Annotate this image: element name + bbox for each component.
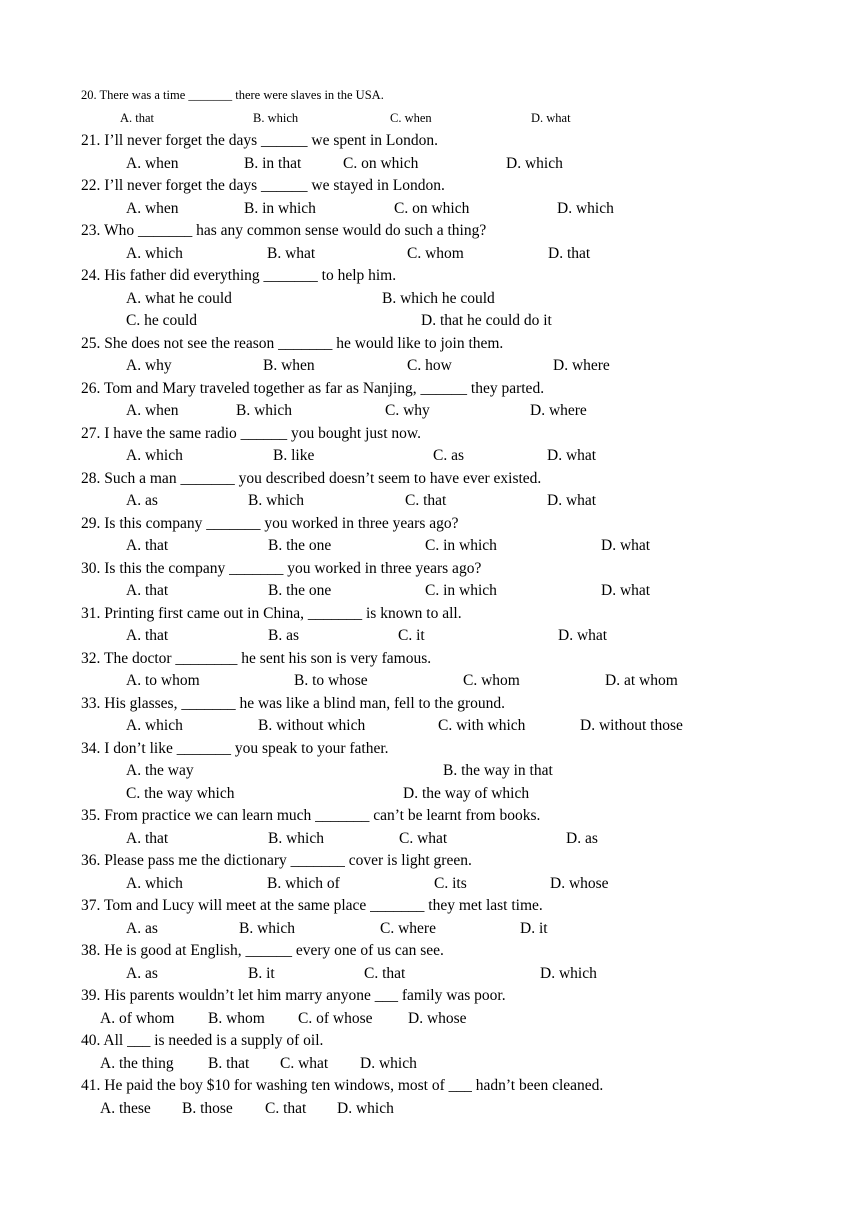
option-32-c: C. whom [463,672,520,689]
option-33-a: A. which [126,717,183,734]
option-26-a: A. when [126,402,179,419]
question-stem-41: 41. He paid the boy $10 for washing ten windows, most of ___ hadn’t been cleaned. [81,1077,604,1094]
question-stem-20: 20. There was a time _______ there were slaves in the USA. [81,88,384,102]
option-30-a: A. that [126,582,169,599]
option-27-c: C. as [433,447,464,464]
option-38-b: B. it [248,965,275,982]
question-stem-21: 21. I’ll never forget the days ______ we spent in London. [81,132,438,149]
option-37-b: B. which [239,920,295,937]
option-25-d: D. where [553,357,610,374]
option-22-d: D. which [557,200,614,217]
option-36-a: A. which [126,875,183,892]
option-24-d: D. that he could do it [421,312,552,329]
option-22-c: C. on which [394,200,470,217]
option-25-a: A. why [126,357,172,374]
option-39-d: D. whose [408,1010,467,1027]
question-stem-29: 29. Is this company _______ you worked in three years ago? [81,515,459,532]
question-stem-22: 22. I’ll never forget the days ______ we stayed in London. [81,177,445,194]
question-stem-31: 31. Printing first came out in China, _______ is known to all. [81,605,462,622]
option-21-b: B. in that [244,155,302,172]
option-26-b: B. which [236,402,292,419]
option-24-a: A. what he could [126,290,232,307]
option-41-d: D. which [337,1100,394,1117]
option-38-d: D. which [540,965,597,982]
option-36-d: D. whose [550,875,609,892]
option-23-d: D. that [548,245,591,262]
question-stem-36: 36. Please pass me the dictionary _______ cover is light green. [81,852,472,869]
option-23-b: B. what [267,245,316,262]
option-31-a: A. that [126,627,169,644]
option-29-b: B. the one [268,537,332,554]
option-35-d: D. as [566,830,598,847]
option-32-a: A. to whom [126,672,200,689]
option-36-b: B. which of [267,875,340,892]
option-23-c: C. whom [407,245,464,262]
question-stem-34: 34. I don’t like _______ you speak to your father. [81,740,389,757]
option-33-b: B. without which [258,717,366,734]
option-29-a: A. that [126,537,169,554]
option-34-b: B. the way in that [443,762,553,779]
option-25-c: C. how [407,357,452,374]
option-28-d: D. what [547,492,597,509]
option-35-b: B. which [268,830,324,847]
option-27-a: A. which [126,447,183,464]
option-41-c: C. that [265,1100,307,1117]
option-21-c: C. on which [343,155,419,172]
option-26-c: C. why [385,402,430,419]
option-20-d: D. what [531,111,571,125]
option-30-d: D. what [601,582,651,599]
option-33-d: D. without those [580,717,683,734]
question-stem-35: 35. From practice we can learn much _______ can’t be learnt from books. [81,807,541,824]
option-29-c: C. in which [425,537,497,554]
question-stem-33: 33. His glasses, _______ he was like a blind man, fell to the ground. [81,695,506,712]
question-stem-25: 25. She does not see the reason _______ he would like to join them. [81,335,504,352]
question-stem-24: 24. His father did everything _______ to help him. [81,267,397,284]
option-31-c: C. it [398,627,425,644]
option-29-d: D. what [601,537,651,554]
option-34-d: D. the way of which [403,785,530,802]
option-20-b: B. which [253,111,299,125]
option-35-a: A. that [126,830,169,847]
option-37-c: C. where [380,920,436,937]
question-stem-32: 32. The doctor ________ he sent his son is very famous. [81,650,432,667]
question-stem-38: 38. He is good at English, ______ every one of us can see. [81,942,444,959]
option-21-a: A. when [126,155,179,172]
option-37-a: A. as [126,920,158,937]
option-22-b: B. in which [244,200,316,217]
option-40-a: A. the thing [100,1055,174,1072]
question-stem-27: 27. I have the same radio ______ you bought just now. [81,425,421,442]
option-24-c: C. he could [126,312,198,329]
option-31-b: B. as [268,627,299,644]
question-stem-30: 30. Is this the company _______ you worked in three years ago? [81,560,482,577]
option-28-a: A. as [126,492,158,509]
option-36-c: C. its [434,875,467,892]
question-stem-28: 28. Such a man _______ you described doesn’t seem to have ever existed. [81,470,542,487]
option-41-a: A. these [100,1100,151,1117]
question-stem-37: 37. Tom and Lucy will meet at the same place _______ they met last time. [81,897,543,914]
option-38-c: C. that [364,965,406,982]
option-20-c: C. when [390,111,432,125]
option-28-c: C. that [405,492,447,509]
option-39-b: B. whom [208,1010,265,1027]
question-stem-40: 40. All ___ is needed is a supply of oil. [81,1032,324,1049]
option-33-c: C. with which [438,717,526,734]
question-stem-23: 23. Who _______ has any common sense would do such a thing? [81,222,487,239]
option-37-d: D. it [520,920,548,937]
option-35-c: C. what [399,830,448,847]
option-34-a: A. the way [126,762,194,779]
option-31-d: D. what [558,627,608,644]
option-40-c: C. what [280,1055,329,1072]
option-40-d: D. which [360,1055,417,1072]
option-28-b: B. which [248,492,304,509]
option-34-c: C. the way which [126,785,235,802]
option-38-a: A. as [126,965,158,982]
option-30-b: B. the one [268,582,332,599]
question-stem-39: 39. His parents wouldn’t let him marry anyone ___ family was poor. [81,987,506,1004]
option-39-c: C. of whose [298,1010,373,1027]
option-26-d: D. where [530,402,587,419]
option-22-a: A. when [126,200,179,217]
option-25-b: B. when [263,357,315,374]
option-32-d: D. at whom [605,672,678,689]
option-39-a: A. of whom [100,1010,175,1027]
option-24-b: B. which he could [382,290,495,307]
option-41-b: B. those [182,1100,233,1117]
option-21-d: D. which [506,155,563,172]
option-27-b: B. like [273,447,315,464]
question-stem-26: 26. Tom and Mary traveled together as far as Nanjing, ______ they parted. [81,380,545,397]
option-40-b: B. that [208,1055,250,1072]
option-27-d: D. what [547,447,597,464]
option-23-a: A. which [126,245,183,262]
option-20-a: A. that [120,111,155,125]
option-32-b: B. to whose [294,672,368,689]
option-30-c: C. in which [425,582,497,599]
